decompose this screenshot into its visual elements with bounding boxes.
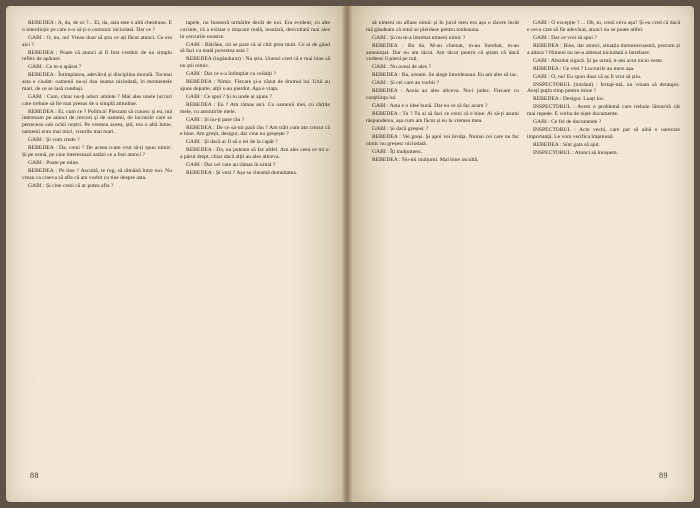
paragraph: GABI : Îți mulțumesc. [372, 148, 423, 155]
paragraph: GABI : O, nu, nu! Vreau doar să știu ce ați făcut atunci. Ce era aici ? [22, 34, 172, 48]
paragraph: GABI : O excepție ? ... Oh, tu, crezi ceva așa? Și eu cred că dacă e ceva care să fie adevărat, atunci nu se poate altfel. [527, 20, 680, 33]
paragraph: INSPECTORUL : Atunci să începem. [533, 149, 618, 156]
paragraph: GABI : Cum, chiar nu-ți aduci aminte ? Mai ales unele lucruri care trebuie să fie mai presus de o simplă atitudine. [22, 93, 172, 107]
paragraph: REBEDEA : Sînt gata să ajut. [533, 141, 601, 148]
right-page-column-2 [527, 20, 680, 456]
paragraph: REBEDEA : Da, nu puteam să fac altfel. Am ales ceea ce mi s-a părut drept, chiar dacă alții au ales altceva. [180, 147, 330, 161]
paragraph: GABI : Nu aveai de ales ? [372, 64, 431, 71]
paragraph: GABI : Și vom crede ? [28, 137, 80, 144]
paragraph: REBEDEA : Nimic. Fiecare și-a văzut de drumul lui. Unii au ajuns departe, alții s-au pierdut. Așa e viața. [180, 79, 330, 92]
paragraph: GABI : Dar ce vrei să spui ? [533, 34, 597, 41]
paragraph: GABI : Și cei care au vorbit ? [372, 80, 439, 87]
paragraph: REBEDEA : Pe tine ? Ascultă, te rog, să rămână între noi. Nu vreau ca cineva să afle că am vorbit cu tine despre asta. [22, 167, 172, 181]
paragraph: REBEDEA : Nu-mi mulțumi. Mai bine ascultă. [372, 156, 479, 163]
book-gutter [342, 6, 352, 502]
paragraph: GABI : Bătrâne, mi se pare că ai citit prea mult. Ce ai de gând să faci cu toată povestea asta ? [180, 41, 330, 55]
paragraph: REBEDEA : A, da, de ce ?... Ei, da, asta este o altă chestiune. E o interdicție pe care n-o să ți-o comunic niciodată. Dar ce ? [22, 20, 172, 33]
paragraph: GABI : Și dacă ar fi să o iei de la capăt ? [186, 139, 278, 146]
left-page-columns [22, 20, 330, 456]
left-page [6, 6, 342, 502]
paragraph: INSPECTORUL : Avem o problemă care trebuie lămurită cât mai repede. E vorba de niște documente. [527, 104, 680, 118]
right-page-column-1 [366, 20, 519, 456]
paragraph: GABI : Ce spui ? Și tu unde ai ajuns ? [186, 93, 272, 100]
paragraph: GABI : Poate pe mine. [28, 159, 80, 166]
paragraph: GABI : Asta e o idee bună. Dar eu ce să fac acum ? [372, 103, 488, 110]
paragraph: GABI : Ce fel de documente ? [533, 119, 602, 126]
page-number-right: 89 [659, 471, 668, 480]
paragraph: REBEDEA : Ce vrei ? Lucrurile au mers așa. [533, 65, 635, 72]
left-page-column-2 [180, 20, 330, 456]
paragraph: REBEDEA : De ce să-mi pară rău ? Am trăit cum am crezut că e bine. Am greșit, desigur, dar cine nu greșește ? [180, 124, 330, 138]
paragraph: GABI : Ce te-a apărat ? [28, 64, 82, 71]
paragraph: GABI : Și nu-ți pare rău ? [186, 116, 245, 123]
paragraph: tapele, nu fuseseră urmărite decât de noi. Era evident, cu alte cuvinte, că a existat o mișcare reală, insulară, dezvoltată mai ales în cercurile noastre. [180, 20, 330, 40]
paragraph: REBEDEA : Și vezi ? Așa se cheamă demnitatea. [186, 170, 298, 177]
paragraph: REBEDEA : Vei greși. Și apoi vei învăța. Numai cei care nu fac nimic nu greșesc niciodată. [366, 133, 519, 147]
paragraph: REBEDEA (ingândurat) : Nu știu. Uneori cred că e mai bine să nu știi nimic. [180, 56, 330, 70]
paragraph: GABI : Absolut sigură. Și pe urmă, n-am avut nicio veste. [533, 57, 664, 64]
paragraph: REBEDEA : Eu ? Am rămas aici. Cu oamenii mei, cu cărțile mele, cu amintirile mele. [180, 101, 330, 115]
paragraph: GABI : Dar cei care au rămas în urmă ? [186, 162, 276, 169]
paragraph: REBEDEA : Bine, dar atunci, situația dumneavoastră, precum și a altora ? Nimeni nu ne-a adresat niciodată o întrebare. [527, 42, 680, 56]
right-page [352, 6, 694, 502]
paragraph: INSPECTORUL (intrând) : Iertați-mă, nu voiam să deranjez. Aveți puțin timp pentru mine ? [527, 81, 680, 95]
paragraph: REBEDEA : Aceia au ales altceva. Nu-i judec. Fiecare cu conștiința lui. [366, 88, 519, 102]
paragraph: REBEDEA : Tu ? Tu ai să faci ce crezi că e bine. Ai să-ți asumi răspunderea, așa cum am făcut și eu la vremea mea. [366, 111, 519, 124]
paragraph: REBEDEA : Poate că atunci ai fi fost vrednic de un simplu reflex de apărare. [22, 49, 172, 63]
paragraph: GABI : Și nu te-a întrebat nimeni nimic ? [372, 34, 466, 41]
paragraph: REBEDEA : Întimplarea, adevărul și disciplina morală. Tocmai asta e ciudat: oamenii nu-și dau seama niciodată, în momentele mari, de ce se lasă conduși. [22, 72, 172, 92]
paragraph: GABI : Și dacă greșesc ? [372, 125, 429, 132]
left-page-column-1 [22, 20, 172, 456]
page-number-left: 88 [30, 471, 39, 480]
paragraph: INSPECTORUL : Acte vechi, care par să aibă o oarecare importanță. Le vom verifica împreună. [527, 127, 680, 140]
paragraph: REBEDEA : Desigur. Luați loc. [533, 96, 605, 103]
right-page-columns [366, 20, 680, 456]
paragraph: REBEDEA : Ei, cum ce ? Politica! Pierzam să cunosc și eu, mă interesam pe atunci de cercuri și de oameni, de lucrurile care se petreceau sub ochii noștri. Pe vremea aceea, știi, era o altă lume, oamenii erau mai mici, visurile mai mari. [22, 108, 172, 136]
paragraph: GABI : O, nu! Eu spun doar că aș fi vrut să știu. [533, 73, 642, 80]
paragraph: REBEDEA : Ba da. M-au chemat, m-au întrebat, m-au amenințat. Dar eu am tăcut. Am tăcut pentru că știam că dacă vorbesc îi pierd pe toți. [366, 42, 519, 63]
paragraph: GABI : Și cine crezi că ar putea afla ? [28, 182, 114, 189]
paragraph: GABI : Dar ce s-a întîmplat cu ceilalți ? [186, 71, 276, 78]
paragraph: REBEDEA : Ba, aveam. Se alege întotdeauna. Eu am ales să tac. [372, 72, 518, 79]
paragraph: REBEDEA : Da, crezi ? De aceea n-am vrut să-ți spun nimic. Și pe urmă, pe cine interesează astăzi ce a fost atunci ? [22, 145, 172, 158]
paragraph: să nimeni nu aflase nimic și în jurul meu era așa o tăcere încât mă gândeam că totul se pierduse pentru totdeauna. [366, 20, 519, 33]
